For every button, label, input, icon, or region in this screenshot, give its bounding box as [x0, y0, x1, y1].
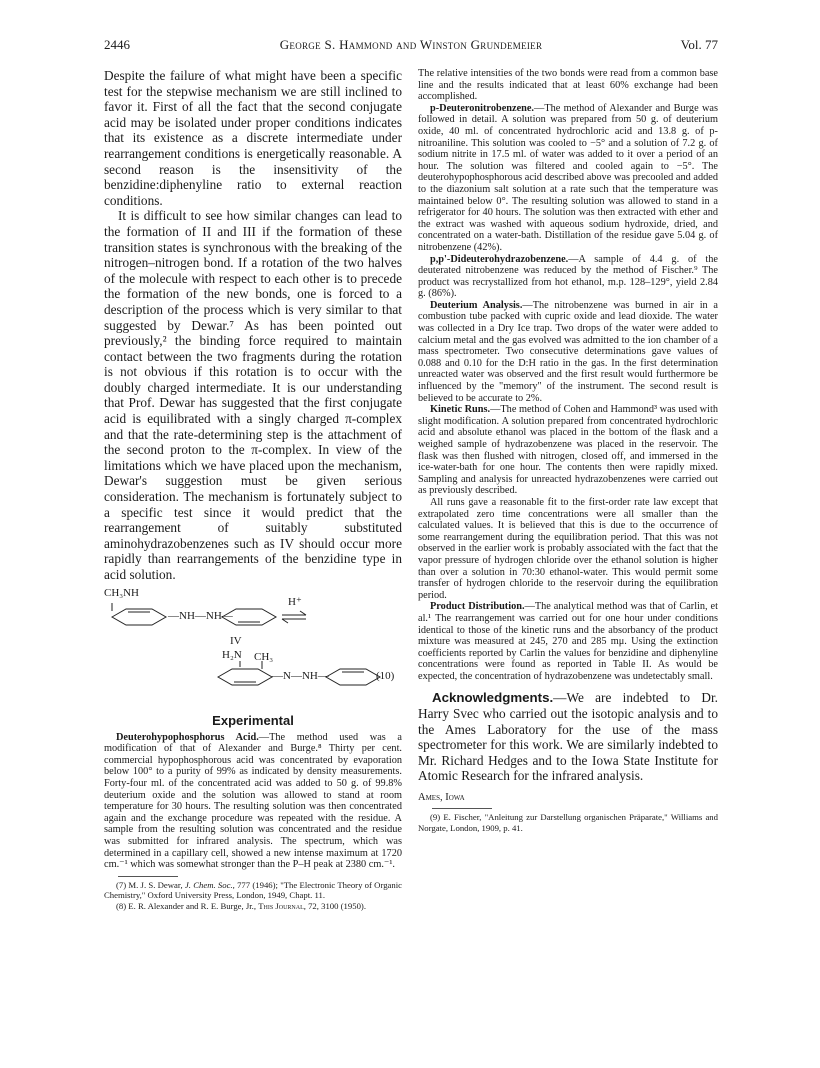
methylamino-label: CH₃NH — [104, 586, 140, 599]
volume-label: Vol. 77 — [680, 37, 718, 52]
body-paragraph-2: It is difficult to see how similar changes can lead to the formation of II and III if the formation of these transition states is synchronous with the breaking of the nitrogen–nitrogen bond. If a rotation of the two halves of the molecule with respect to each other is to precede the formation of the new bonds, one is forced to a description of the process which is very similar to that suggested by Dewar.⁷ As has been pointed out previously,² the binding force required to maintain contact between the two fragments during the rotation is not obvious if this rotation is to occur with the doubly charged intermediate. It is our understanding that Prof. Dewar has suggested that the first conjugate acid is equilibrated with a singly charged π-complex and that the rate-determining step is the attachment of the second proton to the π-complex. In view of the limitations which we have placed upon the mechanism, Dewar's suggestion must be given serious consideration. The mechanism is fortunately subject to a specific test since it would predict that the rearrangement of suitably substituted aminohydrazobenzenes such as IV should occur more rapidly than rearrangements of the benzidine type in acid solution. — [104, 208, 402, 582]
footnote-7-journal: J. Chem. Soc. — [184, 879, 233, 890]
proton-label: H⁺ — [288, 595, 302, 608]
right-paragraph-7-text: —The analytical method was that of Carlin, et al.¹ The rearrangement was carried out for one hour under conditions identical to those of the kinetic runs and the absorbancy of the product mixture was measured at 245, 270 and 285 mμ. Using the extinction coefficients reported by Carlin the values for benzidine and diphenyline concentrations were found as reported in Table II. As would be expected, the concentration of hydrazobenzene was undetectably small. — [418, 601, 718, 682]
right-paragraph-4-text: —The nitrobenzene was burned in air in a combustion tube packed with cupric oxide and lead dioxide. The water was collected in a Dry Ice trap. Two drops of the water were added to calcium metal and the gas evolved was admitted to the ion chamber of a mass spectrometer. Two consecutive determinations gave values of 0.088 and 0.10 for the D:H ratio in the gas. In the first determination unreacted water was observed and the first result would furthermore be influenced by the "memory" of the instrument. The second result is believed to be accurate to 2%. — [418, 299, 718, 404]
footnote-rule — [118, 876, 178, 877]
right-paragraph-5 — [418, 404, 718, 497]
right-paragraph-5-head: Kinetic Runs. — [430, 404, 491, 416]
right-paragraph-2-text: —The method of Alexander and Burge was followed in detail. A solution was prepared from 50 g. of deuterium oxide, 40 ml. of concentrated hydrochloric acid and 13.8 g. of p-nitroaniline. This solution was cooled to −5° and a solution of 7.2 g. of sodium nitrite in 17.5 ml. of water was added to it over a period of an hour. The solution was filtered and cooled again to −5°. The deuterohypophosphorous acid described above was precooled and added to the diazonium salt solution at a rate such that the temperature was maintained below 0°. The resulting solution was allowed to stand in a refrigerator for 40 hours. The solution was then extracted with ether and the extract was washed with aqueous sodium hydroxide, dried, and concentrated on a water-bath. Distillation of the residue gave 5.04 g. of nitrobenzene (42%). — [418, 102, 718, 253]
benzene-ring-3 — [218, 669, 272, 685]
right-paragraph-2-head: p-Deuteronitrobenzene. — [430, 102, 535, 114]
footnote-8-journal: This Journal — [258, 900, 304, 911]
page-number: 2446 — [104, 37, 130, 52]
right-paragraph-1: The relative intensities of the two bonds were read from a common base line and the results indicated that at least 60% exchange had been accomplished. — [418, 68, 718, 103]
body-paragraph-1: Despite the failure of what might have been a specific test for the stepwise mechanism we are still inclined to favor it. First of all the fact that the second conjugate acid may be isolated under proper conditions indicates that its existence as a discrete intermediate under rearrangement conditions is energetically reasonable. A second reason is the insensitivity of the benzidine:diphenyline ratio to external reaction conditions. — [104, 68, 402, 208]
footnote-7 — [104, 880, 402, 901]
exp-paragraph-1-head: Deuterohypophosphorus Acid. — [116, 731, 259, 743]
benzene-ring-1 — [112, 609, 166, 625]
amino-label: H₂N — [222, 648, 242, 661]
right-column — [418, 68, 718, 833]
exp-paragraph-1 — [104, 732, 402, 871]
running-header — [104, 37, 718, 53]
footnote-9: (9) E. Fischer, "Anleitung zur Darstellung organischen Präparate," Williams and Norgate, London, 1909, p. 41. — [418, 812, 718, 833]
footnote-7-part-b: , 777 (1946); "The Electronic Theory of Organic Chemistry," Oxford University Press, London, 1949, Chapt. 11. — [104, 879, 403, 901]
exp-paragraph-1-text: —The method used was a modification of that of Alexander and Burge.⁸ Thirty per cent. commercial hypophosphorous acid was concentrated by evaporation below 100° to a purity of 99% as indicated by density measurements. Forty-four ml. of the concentrated acid was added to 50 g. of 99.8% deuterium oxide and the solution was allowed to stand at room temperature for 30 hours. The resulting solution was then concentrated again and the exchange procedure was repeated with the residue. A sample from the resulting solution was concentrated and the residue was submitted for infrared analysis. The spectrum, which was determined in a capillary cell, showed a new intense maximum at 1720 cm.⁻¹ which was somewhat stronger than the P–H peak at 2380 cm.⁻¹. — [104, 731, 402, 871]
footnote-7-part-a: (7) M. J. S. Dewar, — [116, 879, 185, 890]
right-paragraph-6: All runs gave a reasonable fit to the first-order rate law except that extrapolated zero time concentrations were all smaller than the calculated values. It is believed that this is due to the occurrence of some rearrangement during the equilibration period. That this was not observed in the earlier work is probably associated with the fact that the vapor pressure of hydrogen chloride over the ethanol solution is higher than over a solution in 70:30 ethanol-water. This would permit some transfer of hydrogen chloride to the reservoir during the equilibration period. — [418, 496, 718, 601]
structure-drawing — [104, 586, 402, 711]
footnote-8-part-b: , 72, 3100 (1950). — [303, 900, 366, 911]
right-paragraph-7-head: Product Distribution. — [430, 601, 525, 613]
benzene-ring-4 — [326, 669, 380, 685]
right-paragraph-5-text: —The method of Cohen and Hammond³ was used with slight modification. A solution prepared from concentrated hydrochloric acid and absolute ethanol was placed in the bottom of the flask and a weighed sample of hydrazobenzene was placed in the reservoir. The flask was then flushed with nitrogen, closed off, and immersed in the ice-water-bath for one hour. The contents then were rapidly mixed. Sampling and analysis for unreacted hydrazobenzenes were carried out as previously described. — [418, 404, 718, 497]
reaction-scheme — [104, 586, 402, 711]
right-paragraph-3-head: p,p'-Dideuterohydrazobenzene. — [430, 253, 569, 265]
right-paragraph-3-text: —A sample of 4.4 g. of the deuterated nitrobenzene was reduced by the method of Fischer.⁹ The product was recrystallized from hot ethanol, m.p. 128–129°, yield 2.84 g. (86%). — [418, 253, 718, 300]
compound-iv-label: IV — [230, 634, 242, 647]
right-paragraph-3 — [418, 254, 718, 300]
right-paragraph-4-head: Deuterium Analysis. — [430, 299, 523, 311]
hydrazo-linkage-label: —NH—NH— — [168, 609, 233, 622]
equation-number: (10) — [376, 669, 395, 682]
footnote-8-part-a: (8) E. R. Alexander and R. E. Burge, Jr., — [116, 900, 259, 911]
acknowledgments-heading: Acknowledgments. — [432, 690, 554, 706]
experimental-heading: Experimental — [212, 712, 294, 728]
right-paragraph-2 — [418, 103, 718, 254]
location-label: Ames, Iowa — [418, 792, 465, 804]
running-title: George S. Hammond and Winston Grundemeier — [279, 37, 543, 52]
n-nh-linkage-label: —N—NH— — [272, 669, 329, 682]
footnote-8 — [104, 901, 402, 912]
right-paragraph-7 — [418, 601, 718, 682]
right-paragraph-4 — [418, 300, 718, 404]
acknowledgments-paragraph — [418, 690, 718, 784]
footnote-rule-right — [432, 808, 492, 809]
methyl-label: CH₃ — [254, 650, 274, 663]
acknowledgments-text: —We are indebted to Dr. Harry Svec who carried out the isotopic analysis and to the Ames Laboratory for the use of the mass spectrometer for this work. We are similarly indebted to Mr. Richard Hedges and to the Iowa State Institute for Atomic Research for the infrared analysis. — [418, 690, 718, 784]
left-column — [104, 68, 402, 911]
